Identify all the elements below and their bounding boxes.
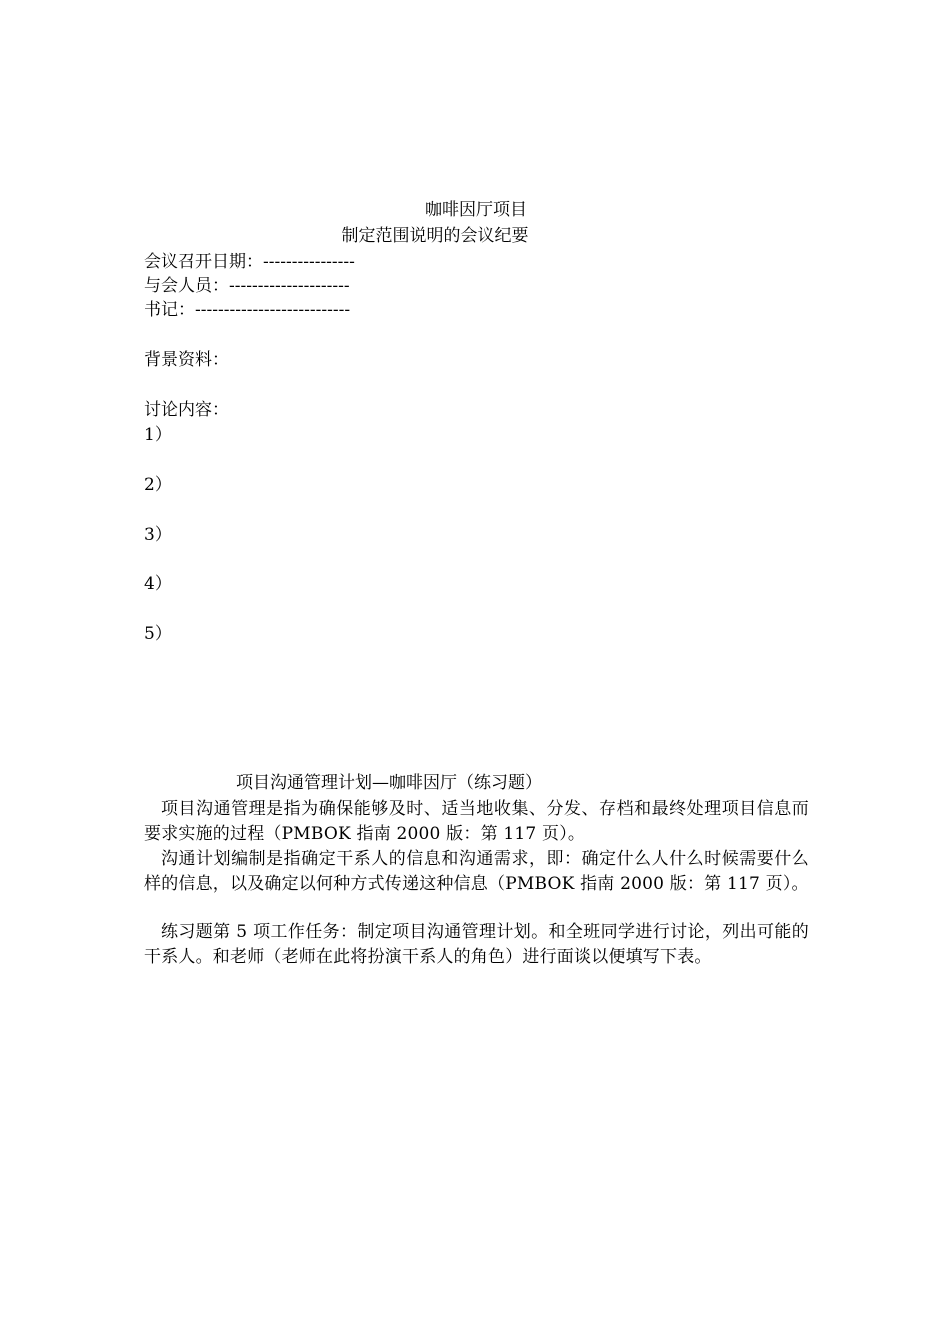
discussion-item: 2） <box>144 475 172 495</box>
minutes-subtitle: 制定范围说明的会议纪要 <box>341 226 529 246</box>
plan-paragraph: 练习题第 5 项工作任务：制定项目沟通管理计划。和全班同学进行讨论，列出可能的干系人。和老师（老师在此将扮演干系人的角色）进行面谈以便填写下表。 <box>144 922 809 967</box>
recorder-field: 书记：--------------------------- <box>144 300 351 320</box>
meeting-date-field: 会议召开日期：---------------- <box>144 252 355 272</box>
discussion-heading: 讨论内容： <box>144 400 229 420</box>
discussion-item: 1） <box>144 425 172 445</box>
background-heading: 背景资料： <box>144 350 229 370</box>
discussion-item: 5） <box>144 624 172 644</box>
plan-title: 项目沟通管理计划—咖啡因厅（练习题） <box>236 773 542 793</box>
minutes-title: 咖啡因厅项目 <box>425 200 527 220</box>
discussion-item: 3） <box>144 525 172 545</box>
discussion-item: 4） <box>144 574 172 594</box>
plan-paragraph: 项目沟通管理是指为确保能够及时、适当地收集、分发、存档和最终处理项目信息而要求实施的过程（PMBOK 指南 2000 版：第 117 页）。 <box>144 799 809 844</box>
plan-paragraph: 沟通计划编制是指确定干系人的信息和沟通需求，即：确定什么人什么时候需要什么样的信息，以及确定以何种方式传递这种信息（PMBOK 指南 2000 版：第 117 页）。 <box>144 849 809 894</box>
attendees-field: 与会人员：--------------------- <box>144 276 350 296</box>
